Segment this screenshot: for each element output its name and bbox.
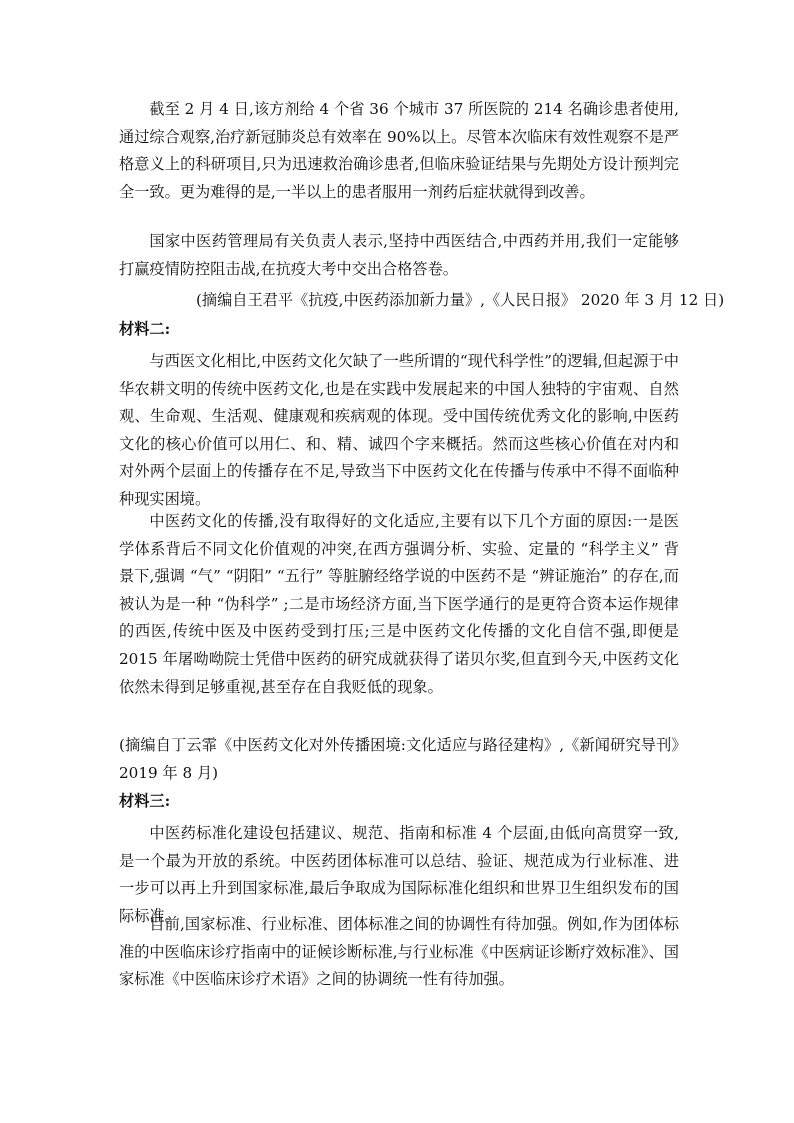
source-citation: (摘编自丁云霏《中医药文化对外传播困境:文化适应与路径建构》,《新闻研究导刊》2019 年 8 月) xyxy=(119,736,679,782)
section-heading: 材料三: xyxy=(119,792,171,810)
paragraph: 截至 2 月 4 日,该方剂给 4 个省 36 个城市 37 所医院的 214 名确诊患者使用,通过综合观察,治疗新冠肺炎总有效率在 90%以上。尽管本次临床有效性观察不是严格意义上的科研项目,只为迅速救治确诊患者,但临床验证结果与先期处方设计预判完全一致。更为难得的是,一半以上的患者服用一剂药后症状就得到改善。 xyxy=(119,100,679,201)
source-citation: (摘编自王君平《抗疫,中医药添加新力量》,《人民日报》 2020 年 3 月 12 日) xyxy=(196,291,725,309)
paragraph: 目前,国家标准、行业标准、团体标准之间的协调性有待加强。例如,作为团体标准的中医临床诊疗指南中的证候诊断标准,与行业标准《中医病证诊断疗效标准》、国家标准《中医临床诊疗术语》之间的协调统一性有待加强。 xyxy=(119,915,679,989)
paragraph: 中医药标准化建设包括建议、规范、指南和标准 4 个层面,由低向高贯穿一致,是一个最为开放的系统。中医药团体标准可以总结、验证、规范成为行业标准、进一步可以再上升到国家标准,最后争取成为国际标准化组织和世界卫生组织发布的国际标准。 xyxy=(119,824,679,925)
paragraph: 中医药文化的传播,没有取得好的文化适应,主要有以下几个方面的原因:一是医学体系背后不同文化价值观的冲突,在西方强调分析、实验、定量的 “科学主义” 背景下,强调 “气” “阴阳” “五行” 等脏腑经络学说的中医药不是 “辨证施治” 的存在,而被认为是一种 “伪科学” ;二是市场经济方面,当下医学通行的是更符合资本运作规律的西医,传统中医及中医药受到打压;三是中医药文化传播的文化自信不强,即便是 2015 年屠呦呦院士凭借中医药的研究成就获得了诺贝尔奖,但直到今天,中医药文化依然未得到足够重视,甚至存在自我贬低的现象。 xyxy=(119,512,679,696)
section-heading: 材料二: xyxy=(119,320,171,338)
paragraph: 与西医文化相比,中医药文化欠缺了一些所谓的“现代科学性”的逻辑,但起源于中华农耕文明的传统中医药文化,也是在实践中发展起来的中国人独特的宇宙观、自然观、生命观、生活观、健康观和疾病观的体现。受中国传统优秀文化的影响,中医药文化的核心价值可以用仁、和、精、诚四个字来概括。然而这些核心价值在对内和对外两个层面上的传播存在不足,导致当下中医药文化在传播与传承中不得不面临种种现实困境。 xyxy=(119,352,679,508)
paragraph: 国家中医药管理局有关负责人表示,坚持中西医结合,中西药并用,我们一定能够打赢疫情防控阻击战,在抗疫大考中交出合格答卷。 xyxy=(119,232,679,278)
